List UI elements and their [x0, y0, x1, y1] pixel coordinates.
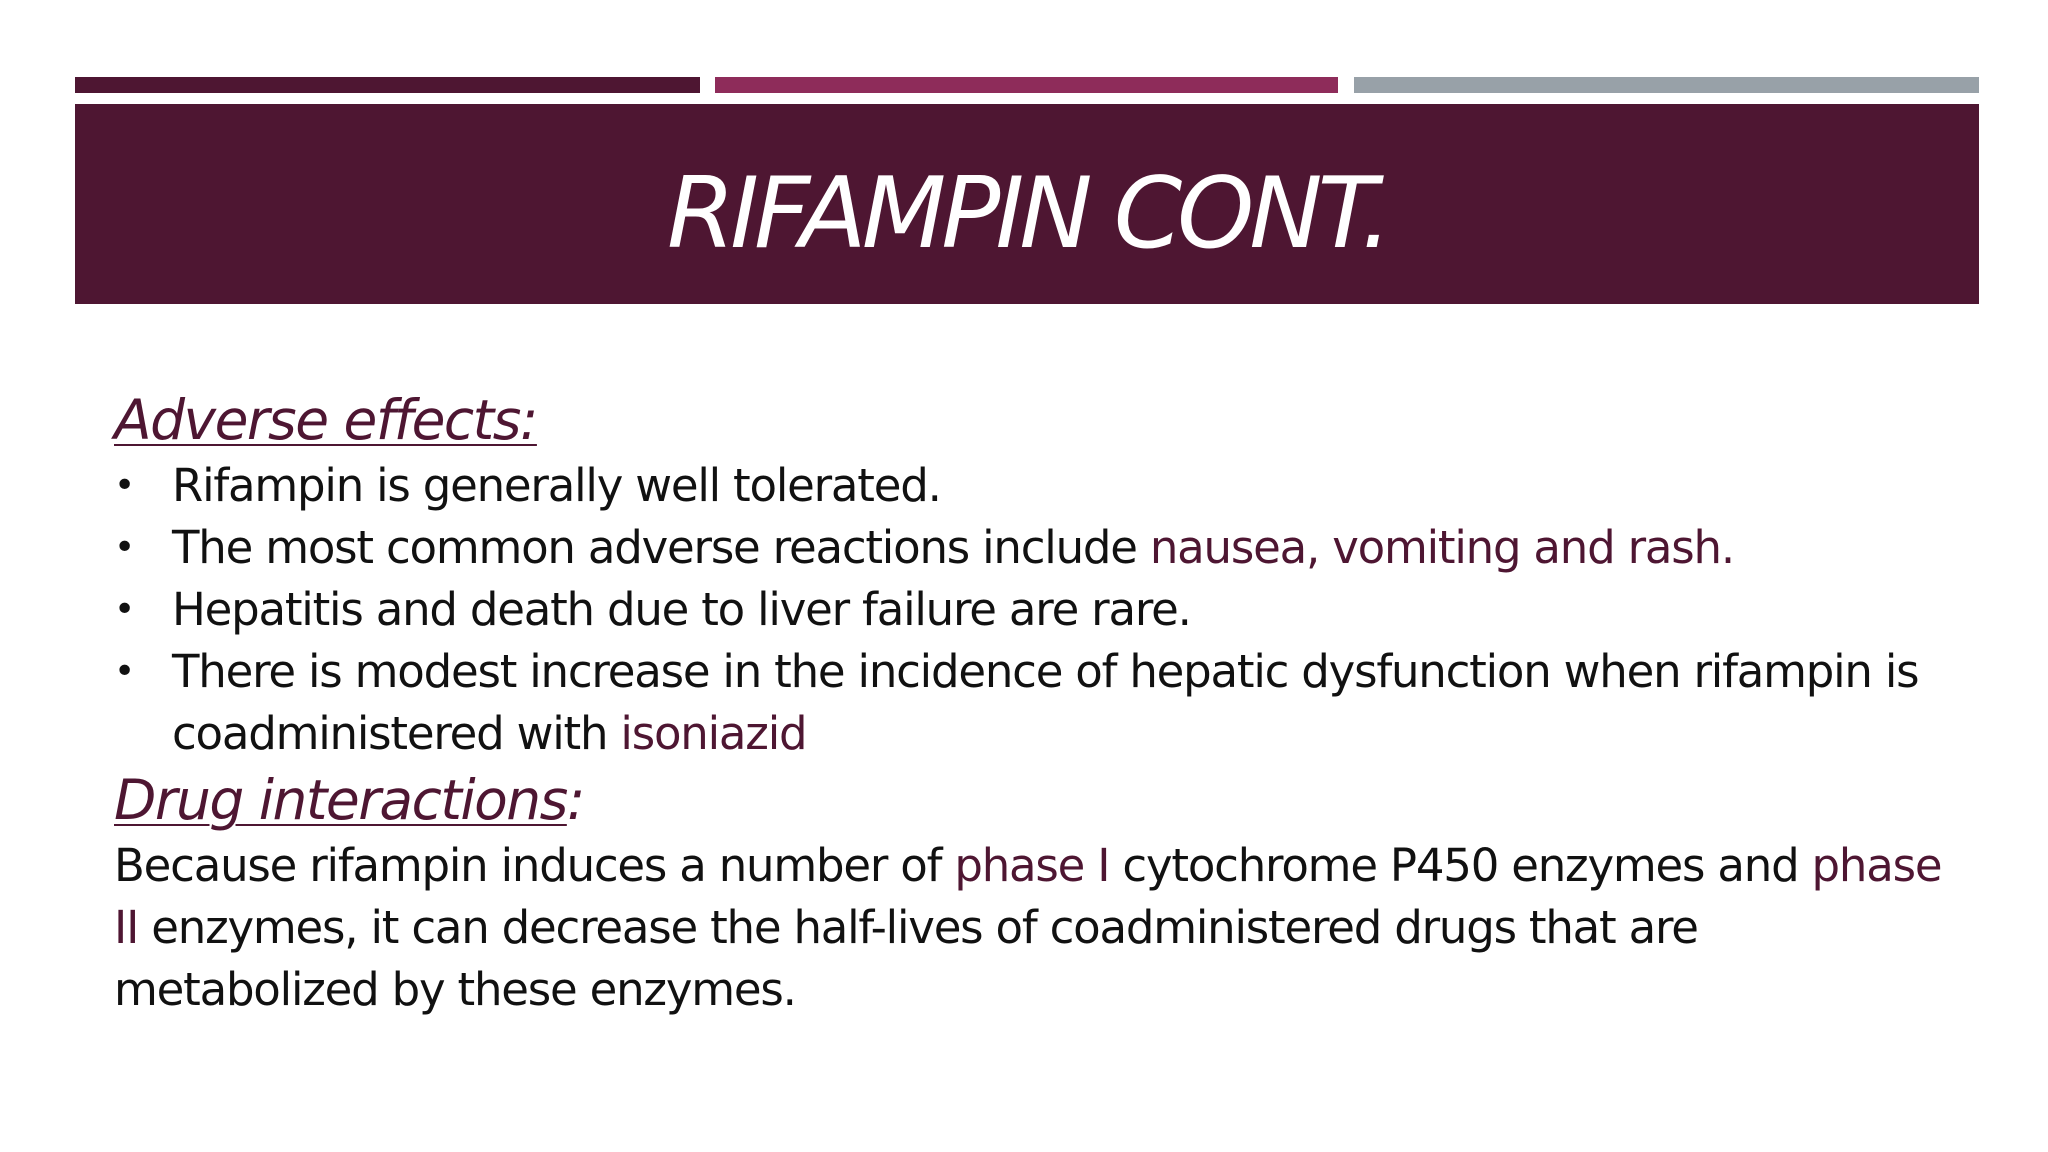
- list-item: [114, 517, 1974, 579]
- title-banner: [75, 104, 1979, 304]
- adverse-effects-heading-text: Adverse effects:: [114, 388, 537, 452]
- slide-body: [114, 385, 1974, 1021]
- accent-bar-gray: [1354, 77, 1979, 93]
- bullet-text: Hepatitis and death due to liver failure are rare.: [172, 583, 1191, 636]
- drug-interactions-heading: [114, 765, 1974, 835]
- drug-interactions-paragraph: [114, 835, 1974, 1021]
- list-item: [114, 641, 1974, 765]
- accent-bar-magenta: [715, 77, 1338, 93]
- drug-interactions-heading-colon: :: [566, 768, 584, 832]
- paragraph-text: enzymes, it can decrease the half-lives of coadministered drugs that are metabolized by these enzymes.: [114, 901, 1698, 1016]
- bullet-text: There is modest increase in the incidence of hepatic dysfunction when rifampin is coadministered with: [172, 645, 1919, 760]
- list-item: [114, 455, 1974, 517]
- bullet-icon: •: [114, 589, 135, 630]
- bullet-text: Rifampin is generally well tolerated.: [172, 459, 941, 512]
- slide-title: RIFAMPIN CONT.: [667, 157, 1387, 271]
- paragraph-text: Because rifampin induces a number of: [114, 839, 955, 892]
- adverse-effects-list: [114, 455, 1974, 765]
- paragraph-highlight: phase I: [954, 839, 1110, 892]
- bullet-highlight: nausea, vomiting and rash.: [1149, 521, 1734, 574]
- bullet-icon: •: [114, 651, 135, 692]
- adverse-effects-heading: [114, 385, 1974, 455]
- list-item: [114, 579, 1974, 641]
- bullet-highlight: isoniazid: [620, 707, 807, 760]
- paragraph-highlight: phase II: [114, 839, 1942, 954]
- bullet-icon: •: [114, 527, 135, 568]
- accent-bar-dark: [75, 77, 700, 93]
- drug-interactions-heading-text: Drug interactions: [114, 768, 567, 832]
- bullet-text: The most common adverse reactions include: [172, 521, 1150, 574]
- paragraph-text: cytochrome P450 enzymes and: [1109, 839, 1812, 892]
- bullet-icon: •: [114, 465, 135, 506]
